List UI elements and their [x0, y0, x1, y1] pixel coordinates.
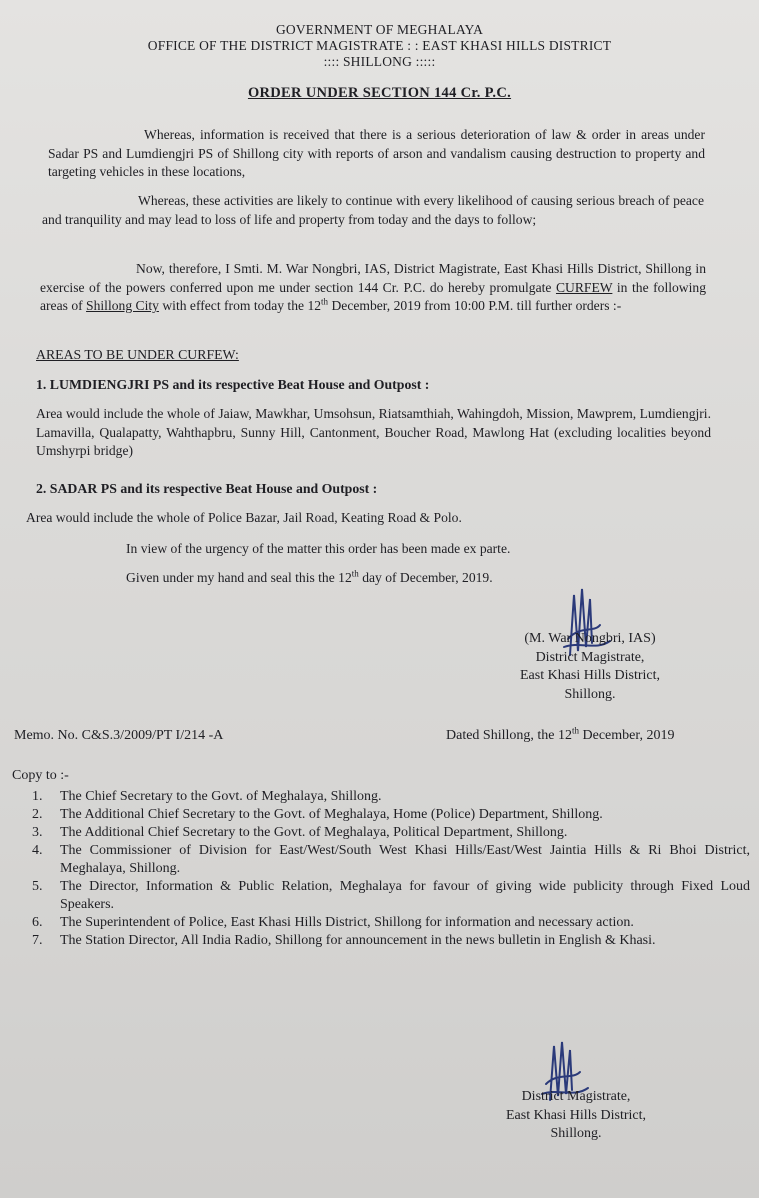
copy-to-item [22, 806, 750, 824]
signatory-2-place: Shillong. [550, 1126, 602, 1141]
copy-to-item-text: The Superintendent of Police, East Khasi Hills District, Shillong for information and necessary action. [60, 915, 634, 930]
copy-to-item-text: The Commissioner of Division for East/West/South West Khasi Hills/East/West Jaintia Hills & Ri Bhoi District, Meghalaya, Shillong. [60, 843, 750, 876]
area1-heading: 1. LUMDIENGJRI PS and its respective Beat House and Outpost : [36, 377, 430, 392]
signature-block-1 [470, 630, 710, 704]
urgency-statement: In view of the urgency of the matter this order has been made ex parte. [126, 541, 511, 556]
copy-to-item-number: 4. [32, 843, 43, 858]
copy-to-item-number: 6. [32, 915, 43, 930]
given-text-end: day of December, 2019. [362, 570, 493, 585]
signatory-designation: District Magistrate, [535, 649, 645, 665]
paragraph-whereas-2 [42, 192, 704, 229]
header-office: OFFICE OF THE DISTRICT MAGISTRATE : : EAST KHASI HILLS DISTRICT [147, 38, 612, 53]
signature-block-2 [466, 1088, 686, 1144]
copy-to-item [22, 878, 750, 914]
copy-to-item-number: 3. [32, 825, 43, 840]
copy-to-item-text: The Additional Chief Secretary to the Govt. of Meghalaya, Political Department, Shillong. [60, 825, 568, 840]
copy-to-item-number: 1. [32, 789, 43, 804]
signatory-2-district: East Khasi Hills District, [506, 1107, 646, 1123]
curfew-word: CURFEW [555, 279, 613, 295]
paragraph-text: December, 2019 from 10:00 P.M. till further orders :- [331, 298, 622, 313]
paragraph-text: Whereas, these activities are likely to continue with every likelihood of causing serious breach of peace and tranquility and may lead to loss of life and property from today and the days to follow; [42, 193, 704, 227]
areas-heading: AREAS TO BE UNDER CURFEW: [36, 347, 239, 362]
signatory-place: Shillong. [564, 686, 616, 702]
shillong-city: Shillong City [86, 298, 159, 313]
date-sup: th [321, 296, 329, 307]
memo-number: Memo. No. C&S.3/2009/PT I/214 -A [14, 728, 224, 743]
copy-to-item-text: The Chief Secretary to the Govt. of Meghalaya, Shillong. [60, 789, 382, 804]
signatory-district: East Khasi Hills District, [520, 668, 660, 683]
memo-date-end: December, 2019 [582, 728, 675, 743]
area2-heading: 2. SADAR PS and its respective Beat House and Outpost : [36, 481, 378, 496]
date-day: 12 [307, 298, 322, 313]
paragraph-now-therefore [40, 260, 706, 316]
paragraph-text: Whereas, information is received that there is a serious deterioration of law & order in areas under Sadar PS and Lumdiengjri PS of Shillong city with reports of arson and vandalism causing destruction to property and targeting vehicles in these locations, [48, 127, 705, 179]
copy-to-item-text: The Station Director, All India Radio, Shillong for announcement in the news bulletin in English & Khasi. [60, 933, 656, 948]
copy-to-item-text: The Director, Information & Public Relation, Meghalaya for favour of giving wide publicity through Fixed Loud Speakers. [60, 879, 750, 912]
area2-text: Area would include the whole of Police Bazar, Jail Road, Keating Road & Polo. [26, 510, 462, 525]
copy-to-item [22, 824, 750, 842]
given-sup: th [351, 568, 359, 579]
order-title: ORDER UNDER SECTION 144 Cr. P.C. [247, 85, 512, 101]
copy-to-item [22, 932, 750, 950]
given-under-hand [126, 569, 726, 588]
memo-date [446, 725, 675, 744]
header-place: :::: SHILLONG ::::: [323, 54, 436, 69]
memo-date-sup: th [572, 725, 580, 736]
header-government: GOVERNMENT OF MEGHALAYA [275, 22, 484, 37]
area1-text: Area would include the whole of Jaiaw, Mawkhar, Umsohsun, Riatsamthiah, Wahingdoh, Mission, Mawprem, Lumdiengjri. Lamavilla, Qualapatty, Wahthapbru, Sunny Hill, Cantonment, Boucher Road, Mawlong Hat (excluding localities beyond Umshyrpi bridge) [36, 406, 711, 458]
paragraph-whereas-1 [48, 126, 705, 182]
paragraph-text: in the following areas of [40, 279, 706, 313]
copy-to-item-number: 7. [32, 933, 43, 948]
paragraph-text: with effect from today the [162, 298, 305, 313]
signatory-name: (M. War Nongbri, IAS) [524, 631, 656, 646]
copy-to-item [22, 914, 750, 932]
memo-date-text: Dated Shillong, the 12 [446, 728, 572, 743]
copy-to-item [22, 842, 750, 878]
copy-to-item-number: 5. [32, 879, 43, 894]
copy-to-list [22, 788, 750, 950]
paragraph-text: Now, therefore, I Smti. M. War Nongbri, IAS, District Magistrate, East Khasi Hills District, Shillong in exercise of the powers conferred upon me under section 144 Cr. P.C. do hereby promulgate [40, 261, 706, 295]
copy-to-item-text: The Additional Chief Secretary to the Govt. of Meghalaya, Home (Police) Department, Shillong. [60, 807, 603, 822]
signatory-2-designation: District Magistrate, [521, 1089, 631, 1104]
copy-to-item [22, 788, 750, 806]
copy-to-item-number: 2. [32, 807, 43, 822]
copy-to-label: Copy to :- [12, 768, 69, 783]
given-text: Given under my hand and seal this the 12 [126, 570, 352, 585]
